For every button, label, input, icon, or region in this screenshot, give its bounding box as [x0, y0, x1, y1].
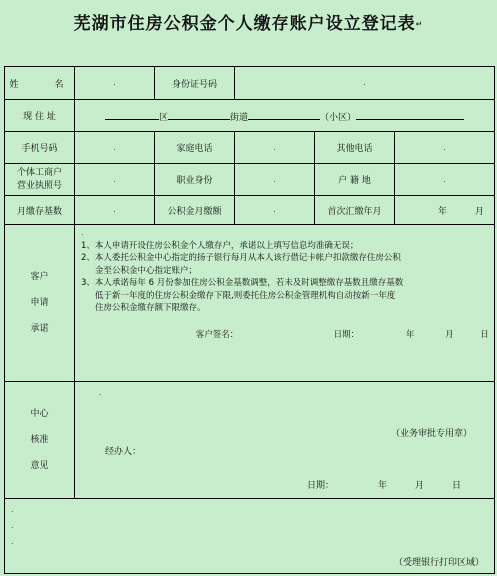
customer-signature-field[interactable]: 客户签名： — [195, 329, 239, 340]
address-label: 现 住 址 — [5, 100, 75, 132]
customer-date-label: 日期： — [333, 329, 360, 340]
bank-print-area: . . . （受理银行打印区域） — [5, 499, 495, 574]
commitment-item: 2、本人委托公积金中心指定的扬子银行每月从本人该行借记卡帐户扣款缴存住房公积 — [81, 253, 401, 263]
home-phone-label: 家庭电话 — [155, 132, 235, 164]
monthly-amount-input[interactable]: . — [235, 196, 315, 225]
commitment-item: 1、本人申请开设住房公积金个人缴存户，承诺以上填写信息均准确无误； — [81, 240, 359, 251]
center-approval-area[interactable]: . （业务审批专用章） 经办人： 日期： 年 月 日 — [75, 382, 495, 499]
mobile-label: 手机号码 — [5, 132, 75, 164]
home-phone-input[interactable]: . — [235, 132, 315, 164]
row-bank-print-area — [5, 499, 495, 574]
customer-signature-line: 客户签名： 日期： 年 月 日 — [195, 329, 489, 340]
commitment-item: 低于新一年度的住房公积金缴存下限,则委托住房公积金管理机构自动按新一年度 — [95, 290, 396, 301]
commitment-item: 住房公积金缴存额下限缴存。 — [95, 303, 206, 313]
monthly-base-input[interactable]: . — [75, 196, 155, 225]
row-name-id — [5, 67, 495, 100]
other-phone-label: 其他电话 — [315, 132, 395, 164]
bank-print-area-note: （受理银行打印区域） — [393, 558, 484, 568]
address-input[interactable]: 区 街道 （小区） — [75, 100, 495, 132]
mobile-input[interactable]: . — [75, 132, 155, 164]
form-title: 芜湖市住房公积金个人缴存账户设立登记表↵ — [73, 14, 424, 34]
row-customer-application — [5, 225, 495, 382]
commitment-item: 金至公积金中心指定账户； — [95, 265, 198, 276]
customer-application-label: 客户 申请 承诺 — [5, 225, 75, 382]
first-deposit-month-label: 首次汇缴年月 — [315, 196, 395, 225]
row-center-approval — [5, 382, 495, 499]
monthly-base-label: 月缴存基数 — [5, 196, 75, 225]
hukou-label: 户 籍 地 — [315, 164, 395, 196]
id-number-label: 身份证号码 — [155, 67, 235, 100]
other-phone-input[interactable]: . — [395, 132, 495, 164]
approval-seal-note: （业务审批专用章） — [390, 429, 472, 439]
occupation-input[interactable]: . — [235, 164, 315, 196]
row-license-job — [5, 164, 495, 196]
registration-form-table — [4, 66, 495, 574]
business-license-input[interactable]: . — [75, 164, 155, 196]
approval-date-line: 日期： 年 月 日 — [307, 481, 462, 491]
row-phones — [5, 132, 495, 164]
paragraph-mark-icon: ↵ — [415, 19, 424, 29]
monthly-amount-label: 公积金月缴额 — [155, 196, 235, 225]
customer-commitment-text: . 1、本人申请开设住房公积金个人缴存户，承诺以上填写信息均准确无误； 2、本人委托公积金中心指定的扬子银行每月从本人该行借记卡帐户扣款缴存住房公积 金至公积金中心指定账户； 3、本人承诺每年 6 月份参加住房公积金基数调整，若未及时调整缴存基数且缴存基数 低于新一年度的住房公积金缴存下限,则委托住房公积金管理机构自动按新一年度 住房公积金缴存额下限缴存。 客户签名： 日期： 年 月 日 — [75, 225, 495, 382]
handler-label: 经办人： — [105, 447, 142, 457]
business-license-label: 个体工商户 营业执照号 — [5, 164, 75, 196]
first-deposit-month-input[interactable]: 年 月 — [395, 196, 495, 225]
center-approval-label: 中心 核准 意见 — [5, 382, 75, 499]
row-address — [5, 100, 495, 132]
row-deposit — [5, 196, 495, 225]
occupation-label: 职业身份 — [155, 164, 235, 196]
name-label: 姓 名 — [5, 67, 75, 100]
commitment-item: 3、本人承诺每年 6 月份参加住房公积金基数调整，若未及时调整缴存基数且缴存基数 — [81, 278, 404, 288]
id-number-input[interactable]: . — [235, 67, 495, 100]
hukou-input[interactable]: . — [395, 164, 495, 196]
name-input[interactable]: . — [75, 67, 155, 100]
